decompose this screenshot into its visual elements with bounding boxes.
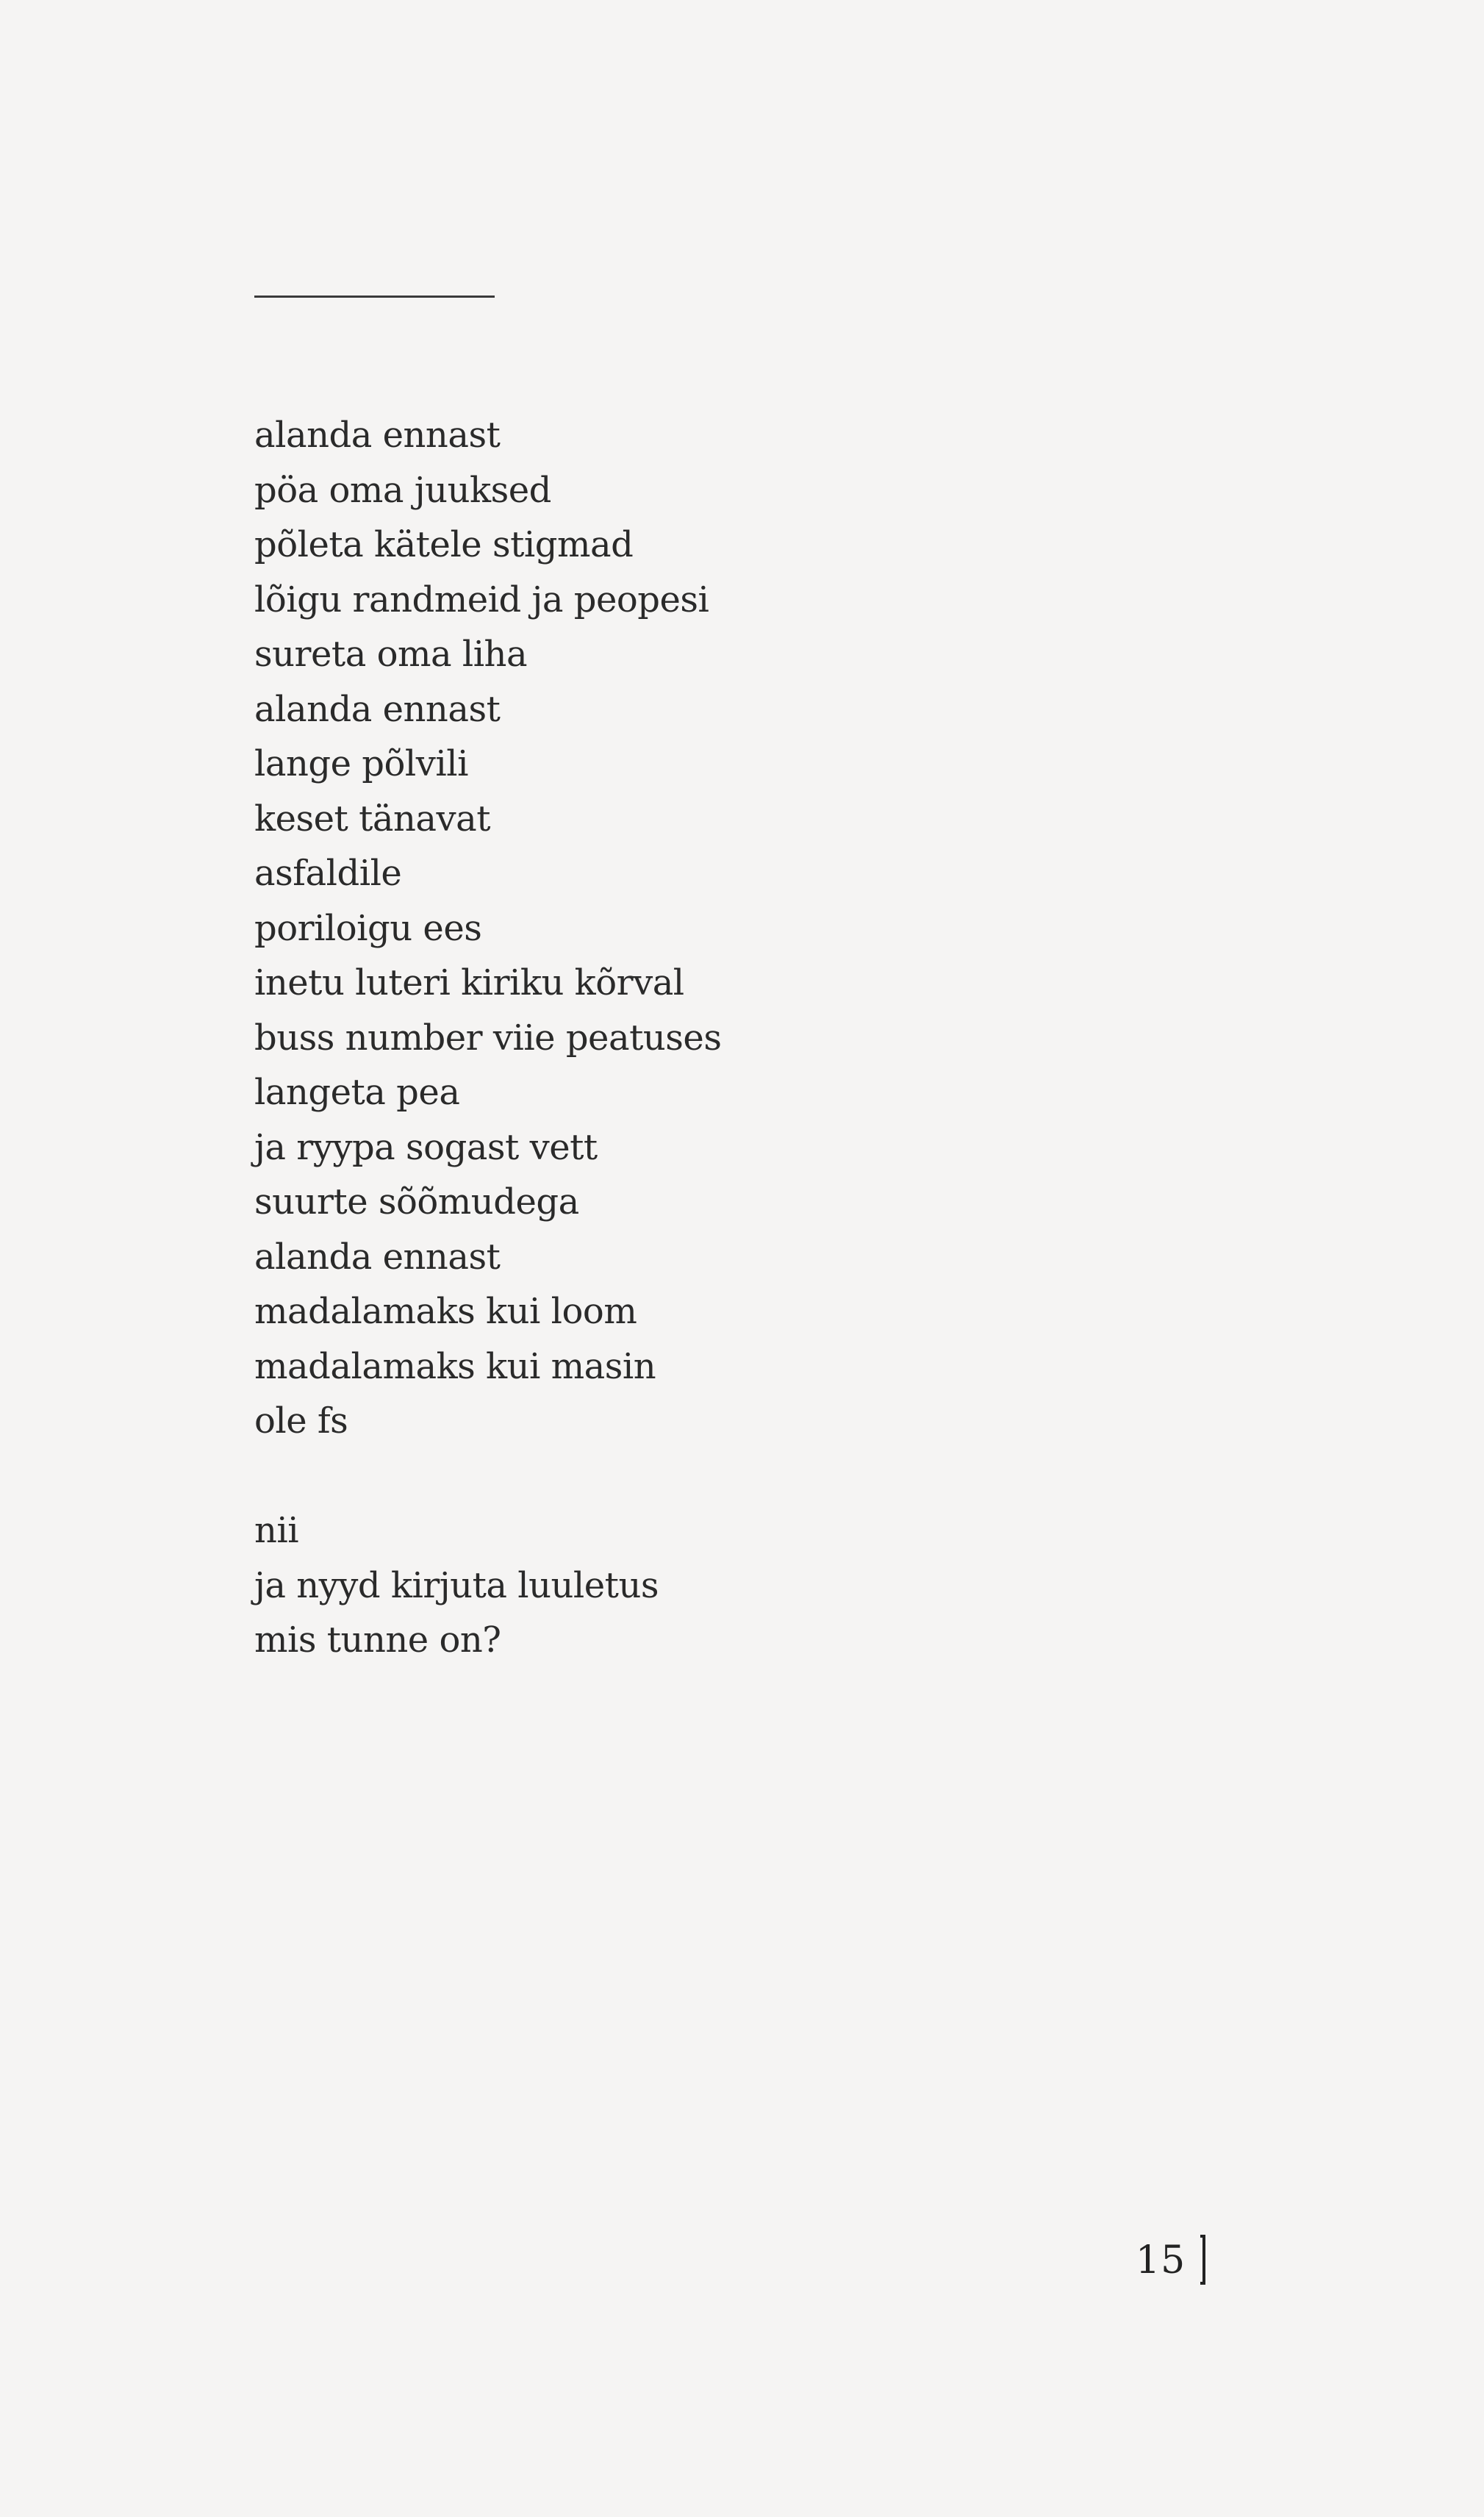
poem-line: poriloigu ees: [254, 907, 482, 949]
stanza-2: [254, 1503, 1136, 1668]
poem-line: madalamaks kui masin: [254, 1345, 656, 1387]
page-number-bracket: [1200, 2235, 1205, 2285]
poem-line: mis tunne on?: [254, 1619, 501, 1661]
poem-line: inetu luteri kiriku kõrval: [254, 962, 684, 1003]
poem-line: lange põlvili: [254, 743, 468, 784]
poem-line: ja ryypa sogast vett: [254, 1126, 598, 1168]
poem-line: pöa oma juuksed: [254, 469, 551, 511]
poem-line: lõigu randmeid ja peopesi: [254, 579, 709, 620]
poem-line: keset tänavat: [254, 798, 491, 839]
poem-line: ole fs: [254, 1400, 348, 1442]
poem-line: buss number viie peatuses: [254, 1017, 722, 1059]
stanza-1: [254, 408, 1136, 1449]
poem-line: suurte sõõmudega: [254, 1181, 579, 1222]
page-number: 15: [1136, 2238, 1186, 2283]
poem-line: nii: [254, 1510, 299, 1551]
poem-line: alanda ennast: [254, 688, 501, 730]
poem: [254, 408, 1136, 1668]
poem-line: asfaldile: [254, 853, 402, 894]
poem-line: langeta pea: [254, 1072, 460, 1113]
poem-line: põleta kätele stigmad: [254, 524, 634, 565]
poem-line: alanda ennast: [254, 1236, 501, 1278]
poem-line: sureta oma liha: [254, 634, 528, 675]
title-rule: [254, 296, 495, 298]
poem-line: ja nyyd kirjuta luuletus: [254, 1564, 659, 1606]
poem-line: madalamaks kui loom: [254, 1291, 637, 1332]
poem-line: alanda ennast: [254, 415, 501, 456]
